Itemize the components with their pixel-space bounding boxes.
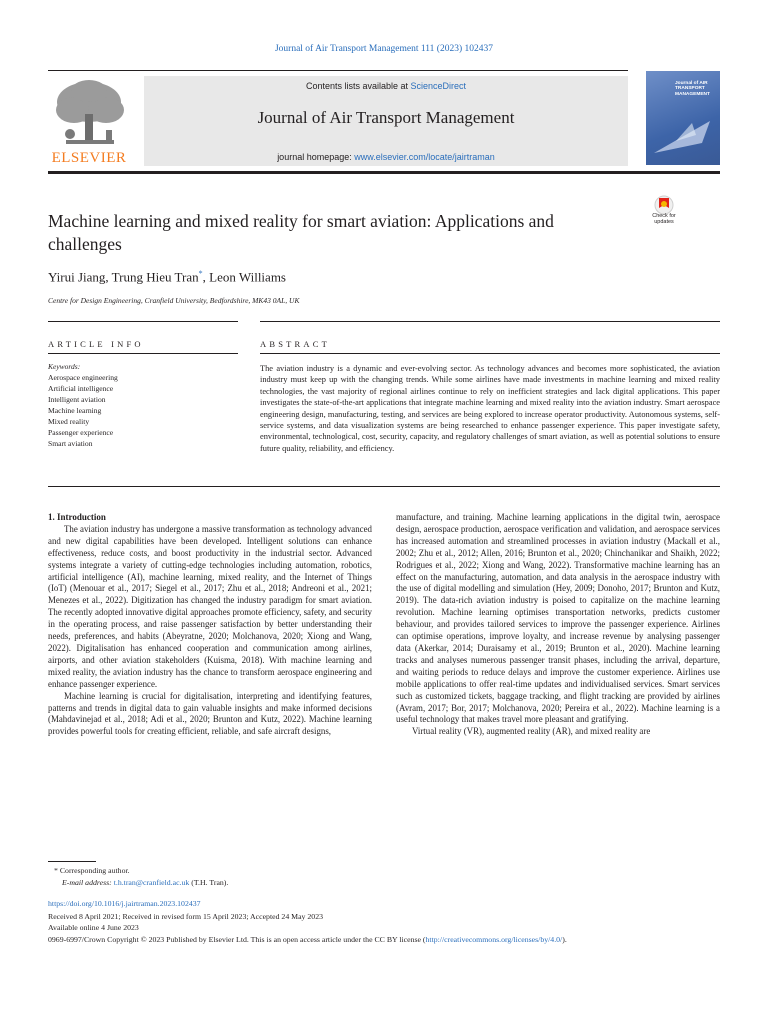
section-heading: 1. Introduction (48, 512, 106, 522)
abstract-heading: ABSTRACT (260, 339, 330, 349)
paper-title: Machine learning and mixed reality for smart aviation: Applications and challenges (48, 211, 554, 254)
body-column-right (396, 512, 720, 738)
footnote-rule (48, 861, 96, 862)
copyright-notice (48, 934, 728, 945)
journal-reference[interactable]: Journal of Air Transport Management 111 (2023) 102437 (274, 44, 494, 54)
keyword-item: Smart aviation (48, 439, 93, 448)
abstract-bottom-rule (48, 486, 720, 487)
keyword-item: Machine learning (48, 406, 102, 415)
footnote-mark: * (54, 866, 58, 875)
keyword-list (48, 372, 118, 449)
header-rule (48, 70, 628, 71)
abstract-top-rule (260, 321, 720, 322)
homepage-prefix: journal homepage: (277, 152, 355, 162)
aircraft-icon (652, 113, 712, 157)
email-label: E-mail address: (62, 878, 112, 887)
publisher-name: ELSEVIER (51, 150, 127, 166)
journal-cover-thumbnail[interactable] (646, 71, 720, 165)
keyword-item: Artificial intelligence (48, 384, 114, 393)
affiliation: Centre for Design Engineering, Cranfield University, Bedfordshire, MK43 0AL, UK (48, 296, 300, 305)
keyword-item: Aerospace engineering (48, 373, 118, 382)
copyright-end: ). (562, 935, 567, 944)
journal-masthead (144, 76, 628, 166)
author-names-tail: , Leon Williams (202, 269, 286, 285)
body-paragraph: manufacture, and training. Machine learning applications in the digital twin, aerospace design, aerospace production, aerospace verification and validation, and aerospace services has increased automation and streamlined processes in aviation industry (Mackall et al., 2002; Zhu et al., 2012; Allen, 2016; Brunton et al., 2020; Chinchanikar and Shaikh, 2022; Rodrigues et al., 2022; Xiong and Wang, 2022). Transformative machine learning has an effect on the manufacturing, automation, and data analysis in the aerospace industry with the use of digital modelling and simulation (Hey, 2009; Donoho, 2017; Brunton and Kutz, 2019). The data-rich aviation industry is poised to capitalize on the machine learning revolution. Machine learning optimises transportation networks, predicts customer behaviour, and provides tailored services to improve the passenger experience. Airlines can optimise operations, improve loyalty, and increase revenue by analysing passenger data (Akerkar, 2014; Duraisamy et al., 2019; Brunton et al., 2020). Machine learning tracks and analyses numerous passenger transit phases, including the arrival, departure, and waiting periods to reduce delays and improve the customer experience. Airlines use mobile applications to offer real-time updates and individualised services. Smart services such as customized tickets, baggage tracking, and flight tracking are provided by airlines (Avram, 2017; Bor, 2017; Molchanova, 2020; Pereira et al., 2022). Machine learning is a useful technology that makes travel more pleasant and gratifying. (396, 512, 720, 725)
body-paragraph: Virtual reality (VR), augmented reality (AR), and mixed reality are (412, 726, 651, 737)
author-names: Yirui Jiang, Trung Hieu Tran (48, 269, 199, 285)
corresponding-footnote (54, 865, 130, 876)
online-date: Available online 4 June 2023 (48, 923, 139, 932)
corresponding-label: Corresponding author. (59, 866, 130, 875)
author-list (48, 269, 286, 285)
contents-prefix: Contents lists available at (305, 81, 411, 91)
cover-title: Journal of AIR TRANSPORT MANAGEMENT (675, 81, 710, 97)
doi-link[interactable] (48, 898, 201, 909)
body-paragraph: The aviation industry has undergone a massive transformation as technology advanced and new digital capabilities have been developed. Intelligent solutions can enhance effectiveness, reduce costs, and boost productivity in the industrial sector. Advanced systems integrate a variety of cutting-edge technologies including automation, robotics, artificial intelligence (AI), machine learning, mixed reality, and the Internet of Things (IoT) (Menouar et al., 2017; Siegel et al., 2017; Zhu et al., 2018; Andreoni et al., 2021; Menezes et al., 2022). Digitization has changed the industry paradigm for smart aviation. The recently adopted innovative digital approaches promote efficiency, safety, and security in the operating process, and raise passenger satisfaction by better understanding their needs, preferences, and habits (Abeyratne, 2020; Molchanova, 2020; Xiong and Wang, 2022). Digitalisation has enhanced cooperation and communication among airlines, airports, and other aviation stakeholders (Kuisma, 2018). With machine learning and mixed reality, the aviation industry has the chance to transform aerospace engineering and enhance passenger experience. (48, 523, 372, 689)
abstract-text: The aviation industry is a dynamic and ever-evolving sector. As technology advances and becomes more sophisticated, the aviation industry must keep up with the changing trends. While some airlines have made investments in machine learning and mixed reality technologies, the vast majority of regional airlines continue to rely on inefficient strategies and lack digital applications. This paper investigates the state-of-the-art applications that integrate machine learning and mixed reality into the aviation industry. Smart aerospace engineering design, manufacturing, testing, and services are being explored to increase operator productivity. Autonomous systems, self-service systems, and data visualization systems are being researched to enhance passenger experience. This paper investigate safety, environmental, technological, cost, security, capacity, and regulatory challenges of smart aviation, as well as potential solutions to ensure future quality, reliability, and efficiency. (260, 364, 720, 453)
body-column-left (48, 512, 372, 738)
contents-line (144, 81, 628, 91)
doi-text[interactable]: https://doi.org/10.1016/j.jairtraman.2023.102437 (48, 899, 201, 908)
journal-title: Journal of Air Transport Management (257, 108, 515, 127)
received-dates: Received 8 April 2021; Received in revised form 15 April 2023; Accepted 24 May 2023 (48, 912, 323, 921)
email-owner: (T.H. Tran). (191, 878, 229, 887)
keyword-item: Mixed reality (48, 417, 90, 426)
keyword-item: Passenger experience (48, 428, 114, 437)
check-for-updates-label[interactable]: Check for updates (652, 213, 676, 225)
email-link[interactable]: t.h.tran@cranfield.ac.uk (113, 878, 190, 887)
article-info-top-rule (48, 321, 238, 322)
sciencedirect-link[interactable]: ScienceDirect (410, 81, 467, 91)
corresponding-author-mark[interactable]: * (198, 269, 203, 278)
article-info-rule (48, 353, 238, 354)
body-paragraph: Machine learning is crucial for digitalisation, interpreting and identifying features, patterns and trends in digital data to gain valuable insights and make informed decisions (Mahdavinejad et al., 2018; Adi et al., 2020; Brunton and Kutz, 2022). Machine learning provides powerful tools for creating efficient, reliable, and safe aircraft designs, (48, 690, 372, 737)
article-info-heading: ARTICLE INFO (48, 339, 144, 349)
email-footnote (62, 877, 228, 888)
masthead-bottom-rule (48, 171, 720, 174)
keywords-label: Keywords: (48, 362, 81, 371)
homepage-link[interactable]: www.elsevier.com/locate/jairtraman (354, 152, 495, 162)
license-link[interactable]: http://creativecommons.org/licenses/by/4.0/ (425, 935, 563, 944)
abstract-rule (260, 353, 720, 354)
homepage-line (144, 152, 628, 162)
copyright-text: 0969-6997/Crown Copyright © 2023 Published by Elsevier Ltd. This is an open access article under the CC BY license ( (48, 935, 426, 944)
keyword-item: Intelligent aviation (48, 395, 106, 404)
